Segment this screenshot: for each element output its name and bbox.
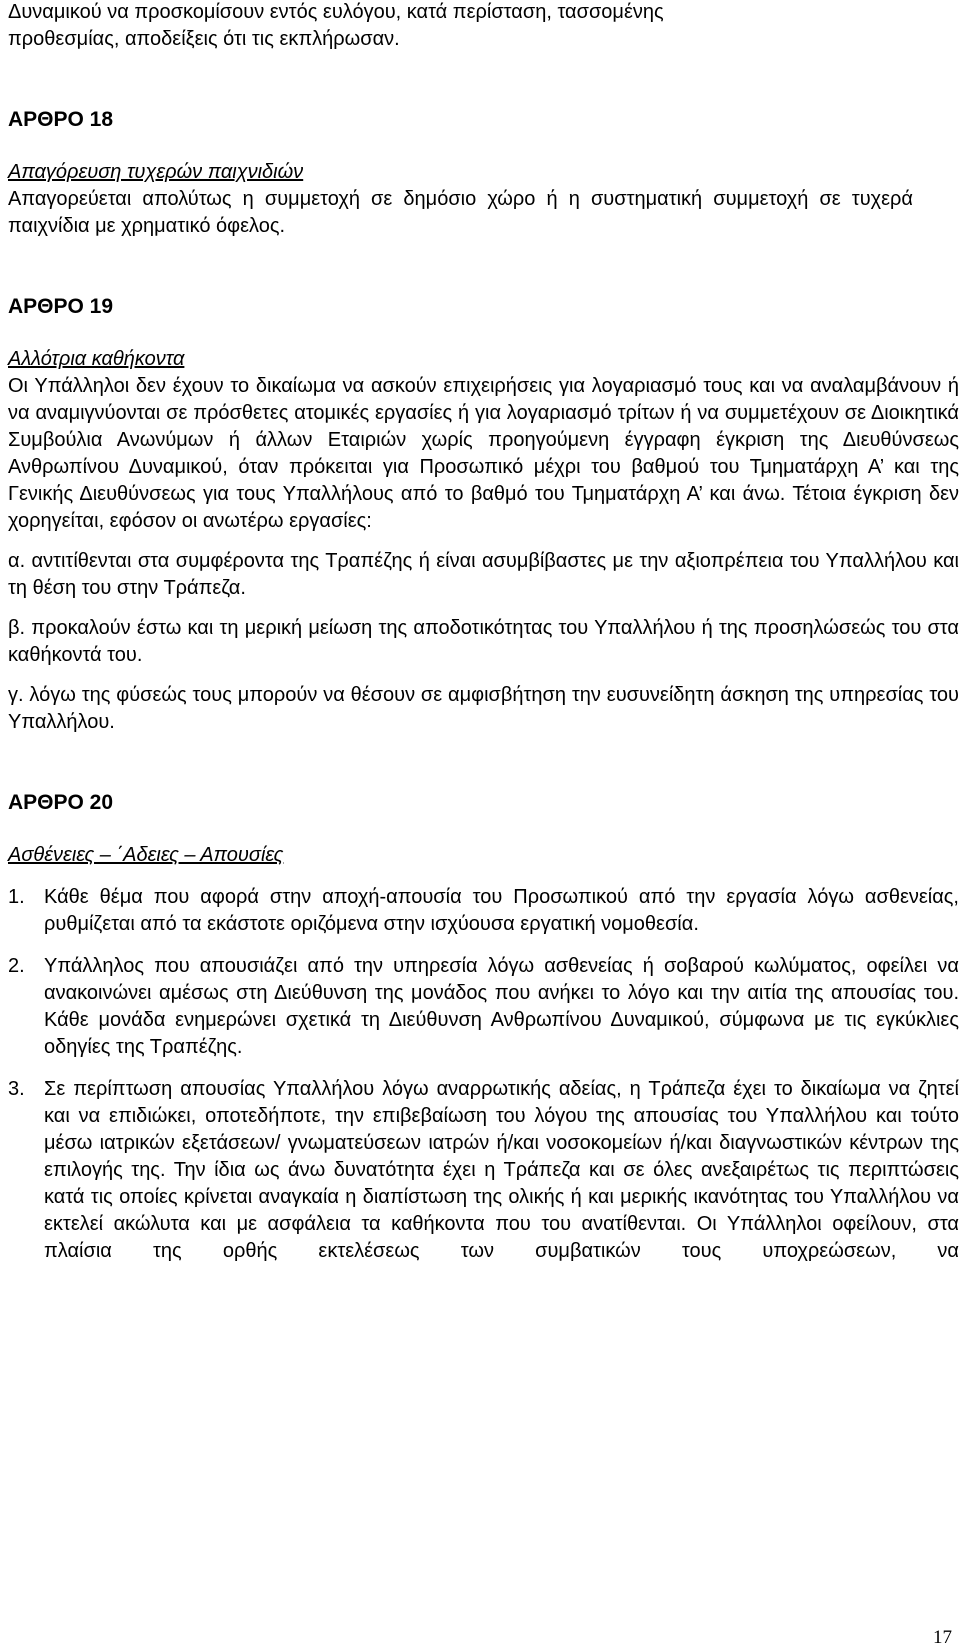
- page-number: 17: [933, 1627, 952, 1648]
- article-19-item-a: α. αντιτίθενται στα συμφέροντα της Τραπέζης ή είναι ασυμβίβαστες με την αξιοπρέπεια του Υπαλλήλου και τη θέση του στην Τράπεζα.: [8, 550, 959, 599]
- intro-line-2: προθεσμίας, αποδείξεις ότι τις εκπλήρωσαν.: [8, 28, 400, 50]
- article-19-subtitle: Αλλότρια καθήκοντα: [8, 348, 185, 370]
- article-19-item-b: β. προκαλούν έστω και τη μερική μείωση της αποδοτικότητας του Υπαλλήλου ή της προσηλώσεώς του στα καθήκοντά του.: [8, 617, 959, 666]
- article-20-heading: ΑΡΘΡΟ 20: [8, 791, 114, 814]
- article-19-body: Οι Υπάλληλοι δεν έχουν το δικαίωμα να ασκούν επιχειρήσεις για λογαριασμό τους και να αναλαμβάνουν ή να αναμιγνύονται σε πρόσθετες ατομικές εργασίες ή για λογαριασμό τρίτων ή να συμμετέχουν σε Διοικητικά Συμβούλια Ανωνύμων ή άλλων Εταιριών χωρίς προηγούμενη έγγραφη έγκριση της Διευθύνσεως Ανθρωπίνου Δυναμικού, όταν πρόκειται για Προσωπικό μέχρι του βαθμού του Τμηματάρχη Α’ και της Γενικής Διευθύνσεως για τους Υπαλλήλους από το βαθμό του Τμηματάρχη Α’ και άνω. Τέτοια έγκριση δεν χορηγείται, εφόσον οι ανωτέρω εργασίες:: [8, 375, 959, 532]
- article-18-body: Απαγορεύεται απολύτως η συμμετοχή σε δημόσιο χώρο ή η συστηματική συμμετοχή σε τυχερά παιχνίδια με χρηματικό όφελος.: [8, 188, 913, 237]
- intro-line-1: Δυναμικού να προσκομίσουν εντός ευλόγου, κατά περίσταση, τασσομένης: [8, 1, 664, 23]
- article-20-item-3: [8, 1076, 959, 1265]
- article-20-item-2: [8, 953, 959, 1061]
- list-item-text: Σε περίπτωση απουσίας Υπαλλήλου λόγω αναρρωτικής αδείας, η Τράπεζα έχει το δικαίωμα να ζητεί και να επιδιώκει, οποτεδήποτε, την επιβεβαίωση του λόγου της απουσίας του Υπαλλήλου και τούτο μέσω ιατρικών εξετάσεων/ γνωματεύσεων ιατρών ή/και νοσοκομείων ή/και διαγνωστικών κέντρων της επιλογής της. Την ίδια ως άνω δυνατότητα έχει η Τράπεζα και σε όλες ανεξαιρέτως τις περιπτώσεις κατά τις οποίες κρίνεται αναγκαία η διαπίστωση της ολικής ή και μερικής ικανότητας του Υπαλλήλου να εκτελεί ακώλυτα και με ασφάλεια τα καθήκοντα που του ανατίθενται. Οι Υπάλληλοι οφείλουν, στα πλαίσια της ορθής εκτελέσεως των συμβατικών τους υποχρεώσεων, να: [44, 1078, 959, 1262]
- article-18-subtitle: Απαγόρευση τυχερών παιχνιδιών: [8, 161, 304, 183]
- article-20-subtitle: Ασθένειες – ΄Αδειες – Απουσίες: [8, 844, 284, 866]
- article-18-heading: ΑΡΘΡΟ 18: [8, 108, 114, 131]
- article-20-item-1: [8, 884, 959, 938]
- list-number: 3.: [8, 1078, 25, 1100]
- list-item-text: Κάθε θέμα που αφορά στην αποχή-απουσία του Προσωπικού από την εργασία λόγω ασθενείας, ρυθμίζεται από τα εκάστοτε οριζόμενα στην ισχύουσα εργατική νομοθεσία.: [44, 886, 959, 935]
- article-19-heading: ΑΡΘΡΟ 19: [8, 295, 114, 318]
- document-body: [8, 0, 959, 1265]
- article-19-item-c: γ. λόγω της φύσεώς τους μπορούν να θέσουν σε αμφισβήτηση την ευσυνείδητη άσκηση της υπηρεσίας του Υπαλλήλου.: [8, 684, 959, 733]
- list-item-text: Υπάλληλος που απουσιάζει από την υπηρεσία λόγω ασθενείας ή σοβαρού κωλύματος, οφείλει να ανακοινώνει αμέσως στη Διεύθυνση της μονάδος που ανήκει το λόγο και την αιτία της απουσίας του. Κάθε μονάδα ενημερώνει σχετικά τη Διεύθυνση Ανθρωπίνου Δυναμικού, σύμφωνα με τις εγκύκλιες οδηγίες της Τραπέζης.: [44, 955, 959, 1058]
- list-number: 2.: [8, 955, 25, 977]
- list-number: 1.: [8, 886, 25, 908]
